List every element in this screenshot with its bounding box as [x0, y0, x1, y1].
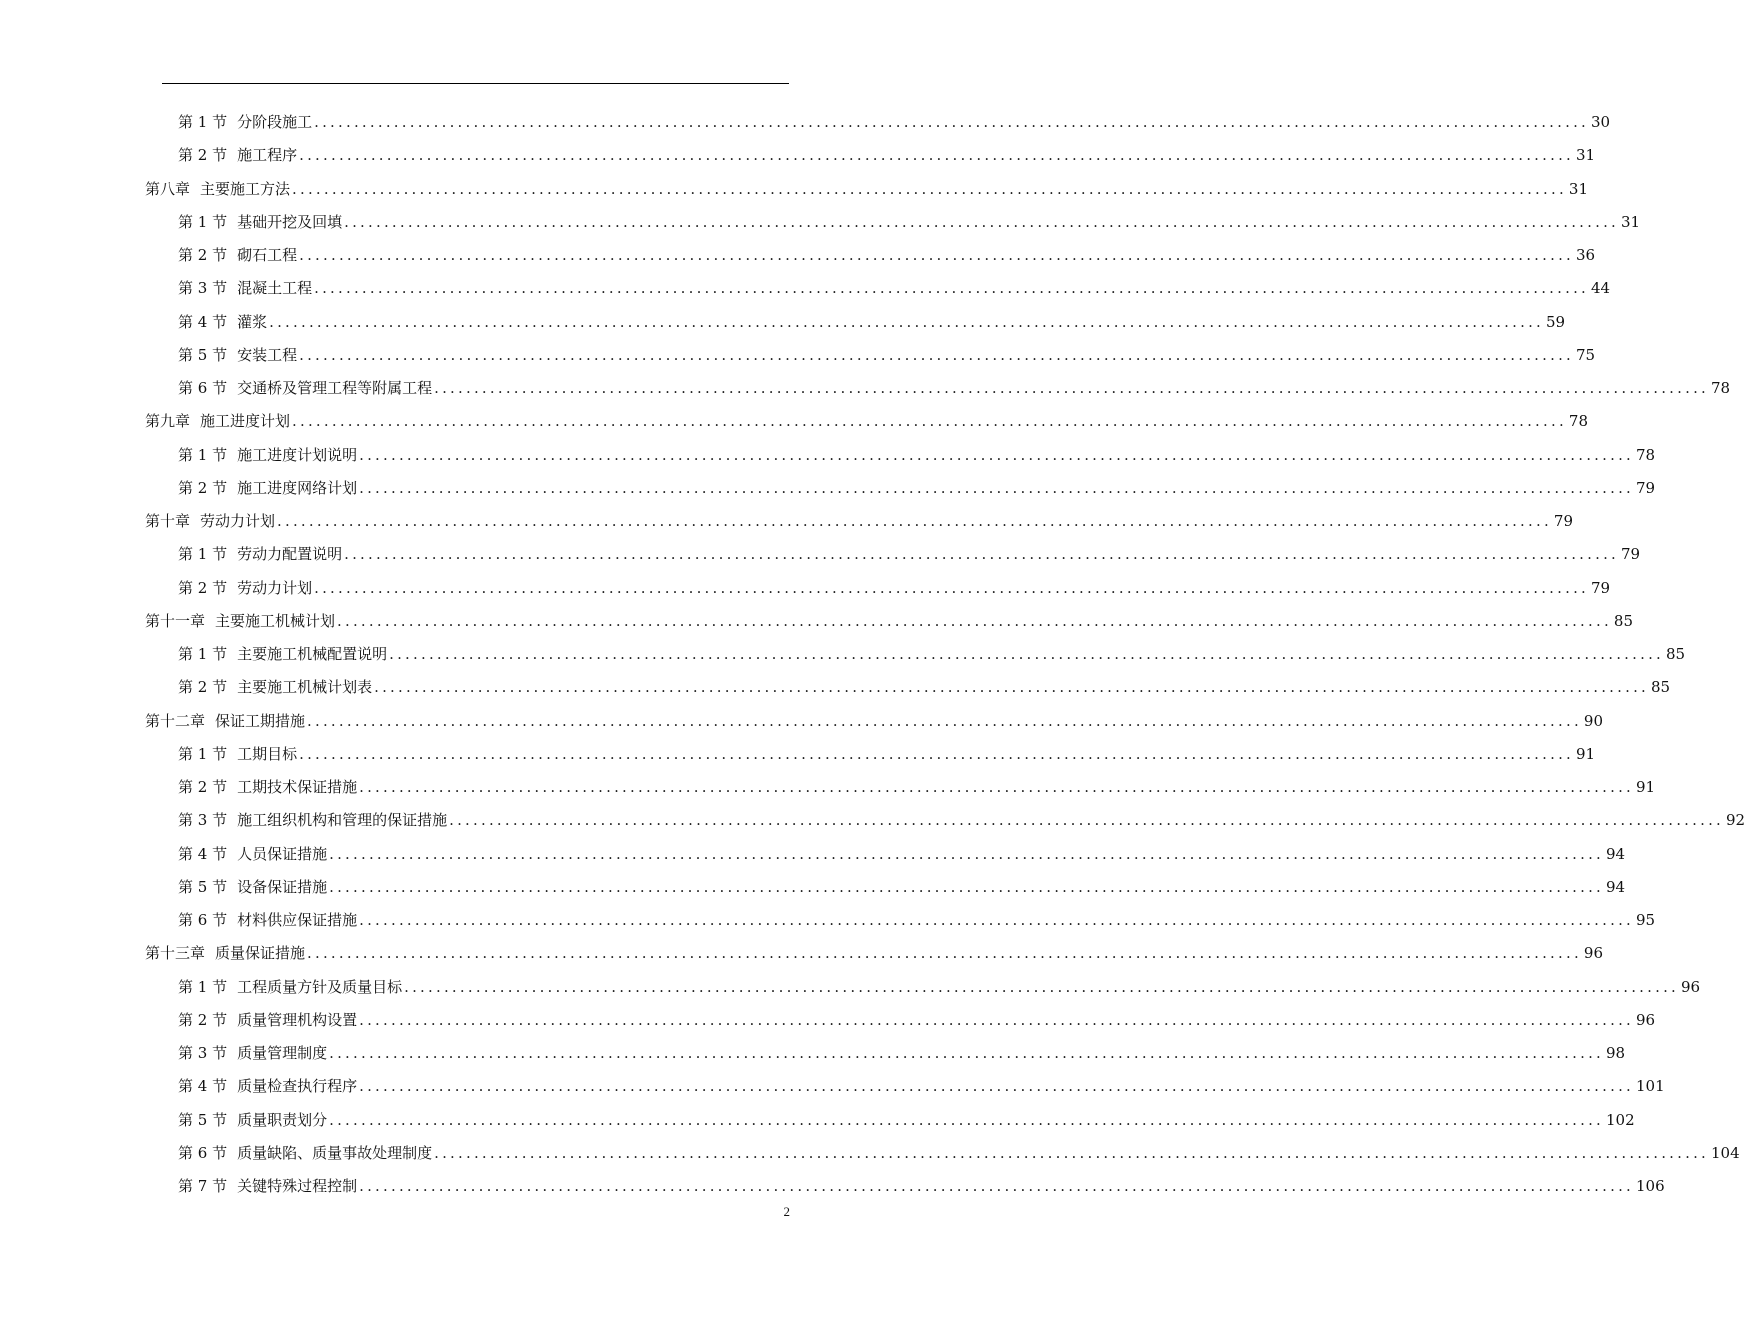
dot-leader: ................................................................................................................................................................ [344, 212, 1619, 231]
dot-leader: ................................................................................................................................................................ [299, 744, 1574, 763]
toc-entry-title: 人员保证措施 [237, 844, 328, 863]
toc-entry-page: 31 [1576, 146, 1596, 165]
toc-entry-label [178, 1169, 357, 1203]
toc-entry-number: 第八章 [145, 179, 191, 198]
toc-entry-page: 98 [1606, 1044, 1626, 1062]
toc-chapter-entry[interactable] [145, 172, 1589, 206]
toc-entry-label [178, 305, 267, 339]
toc-entry-page: 94 [1606, 877, 1626, 896]
toc-entry-title: 分阶段施工 [237, 113, 313, 131]
toc-entry-label [178, 1036, 327, 1070]
dot-leader: ................................................................................................................................................................ [449, 811, 1724, 830]
toc-section-entry[interactable] [178, 1169, 1665, 1203]
toc-entry-title: 质量缺陷、质量事故处理制度 [237, 1143, 433, 1162]
toc-entry-number: 第 1 节 [178, 744, 228, 763]
toc-entry-label [178, 737, 297, 771]
toc-entry-title: 安装工程 [237, 345, 298, 364]
toc-entry-number: 第 1 节 [178, 645, 228, 663]
toc-entry-number: 第 5 节 [178, 345, 228, 364]
toc-entry-title: 质量职责划分 [237, 1110, 328, 1129]
toc-section-entry[interactable] [178, 903, 1656, 937]
toc-entry-number: 第 6 节 [178, 379, 228, 397]
toc-entry-title: 施工进度网络计划 [237, 478, 358, 497]
toc-entry-page: 95 [1636, 911, 1656, 929]
toc-section-entry[interactable] [178, 1036, 1626, 1070]
toc-entry-number: 第 4 节 [178, 312, 228, 331]
toc-entry-number: 第 2 节 [178, 478, 228, 497]
dot-leader: ................................................................................................................................................................ [404, 977, 1679, 996]
toc-entry-page: 78 [1711, 379, 1731, 397]
toc-entry-label [178, 238, 297, 272]
toc-entry-page: 85 [1666, 645, 1686, 663]
toc-section-entry[interactable] [178, 305, 1566, 339]
toc-section-entry[interactable] [178, 770, 1656, 804]
dot-leader: ................................................................................................................................................................ [374, 678, 1649, 697]
page-number: 2 [783, 1204, 790, 1219]
dot-leader: ................................................................................................................................................................ [329, 1044, 1604, 1062]
toc-entry-label [178, 837, 327, 871]
toc-entry-label [178, 271, 312, 305]
toc-entry-title: 主要施工机械计划表 [237, 678, 373, 697]
header-rule [162, 83, 789, 84]
toc-chapter-entry[interactable] [145, 704, 1604, 738]
toc-section-entry[interactable] [178, 1136, 1740, 1170]
toc-entry-number: 第 3 节 [178, 811, 228, 830]
toc-entry-number: 第 4 节 [178, 844, 228, 863]
toc-entry-number: 第 2 节 [178, 678, 228, 697]
toc-entry-title: 施工进度计划说明 [237, 445, 358, 464]
toc-entry-page: 85 [1613, 611, 1634, 630]
toc-entry-label [145, 936, 305, 970]
dot-leader: ................................................................................................................................................................ [292, 179, 1567, 198]
toc-entry-label [145, 704, 305, 738]
toc-entry-title: 砌石工程 [237, 246, 298, 264]
dot-leader: ................................................................................................................................................................ [337, 611, 1612, 630]
toc-entry-title: 施工进度计划 [200, 412, 291, 431]
toc-entry-title: 施工组织机构和管理的保证措施 [237, 811, 448, 830]
dot-leader: ................................................................................................................................................................ [359, 778, 1634, 796]
dot-leader: ................................................................................................................................................................ [359, 445, 1634, 464]
toc-entry-page: 75 [1576, 345, 1596, 364]
toc-entry-page: 78 [1568, 412, 1589, 431]
toc-entry-number: 第 1 节 [178, 212, 228, 231]
toc-entry-label [178, 138, 297, 172]
dot-leader: ................................................................................................................................................................ [269, 312, 1544, 331]
toc-entry-page: 79 [1553, 512, 1574, 530]
toc-entry-page: 79 [1636, 478, 1656, 497]
dot-leader: ................................................................................................................................................................ [359, 478, 1634, 497]
toc-entry-label [178, 438, 357, 472]
toc-entry-page: 104 [1711, 1143, 1740, 1162]
toc-entry-label [178, 1003, 357, 1037]
dot-leader: ................................................................................................................................................................ [299, 345, 1574, 364]
toc-entry-title: 质量管理机构设置 [237, 1010, 358, 1029]
toc-entry-page: 96 [1636, 1010, 1656, 1029]
toc-entry-page: 30 [1591, 113, 1611, 131]
toc-section-entry[interactable] [178, 205, 1641, 239]
toc-entry-title: 基础开挖及回填 [237, 212, 343, 231]
toc-section-entry[interactable] [178, 737, 1596, 771]
toc-section-entry[interactable] [178, 970, 1701, 1004]
toc-section-entry[interactable] [178, 438, 1656, 472]
toc-entry-title: 主要施工方法 [200, 179, 291, 198]
toc-entry-title: 工程质量方针及质量目标 [237, 977, 403, 996]
toc-entry-label [145, 504, 275, 538]
toc-entry-title: 设备保证措施 [237, 877, 328, 896]
toc-entry-page: 31 [1621, 212, 1641, 231]
dot-leader: ................................................................................................................................................................ [307, 944, 1582, 963]
toc-chapter-entry[interactable] [145, 404, 1589, 438]
toc-entry-number: 第 1 节 [178, 977, 228, 996]
toc-entry-number: 第十三章 [145, 944, 206, 963]
toc-entry-title: 交通桥及管理工程等附属工程 [237, 379, 433, 397]
dot-leader: ................................................................................................................................................................ [314, 578, 1589, 597]
toc-entry-number: 第 2 节 [178, 1010, 228, 1029]
toc-entry-page: 102 [1606, 1110, 1635, 1129]
toc-section-entry[interactable] [178, 571, 1611, 605]
toc-entry-number: 第 7 节 [178, 1177, 228, 1195]
toc-entry-title: 主要施工机械配置说明 [237, 645, 388, 663]
dot-leader: ................................................................................................................................................................ [314, 113, 1589, 131]
toc-section-entry[interactable] [178, 238, 1596, 272]
toc-entry-label [178, 803, 447, 837]
toc-entry-label [178, 105, 312, 139]
toc-entry-label [145, 404, 290, 438]
toc-section-entry[interactable] [178, 637, 1686, 671]
toc-entry-label [145, 172, 290, 206]
toc-entry-number: 第 4 节 [178, 1077, 228, 1096]
dot-leader: ................................................................................................................................................................ [344, 545, 1619, 564]
toc-entry-label [178, 537, 342, 571]
toc-chapter-entry[interactable] [145, 604, 1634, 638]
toc-entry-page: 59 [1546, 312, 1566, 331]
toc-entry-page: 36 [1576, 246, 1596, 264]
toc-entry-number: 第 3 节 [178, 279, 228, 298]
toc-entry-number: 第 6 节 [178, 911, 228, 929]
toc-entry-page: 78 [1636, 445, 1656, 464]
toc-entry-page: 91 [1636, 778, 1656, 796]
toc-section-entry[interactable] [178, 138, 1596, 172]
toc-entry-number: 第十章 [145, 512, 191, 530]
toc-entry-page: 31 [1568, 179, 1589, 198]
toc-entry-label [178, 205, 342, 239]
toc-chapter-entry[interactable] [145, 936, 1604, 970]
toc-entry-page: 92 [1726, 811, 1745, 830]
toc-section-entry[interactable] [178, 870, 1626, 904]
toc-entry-title: 灌浆 [237, 312, 268, 331]
toc-entry-label [178, 637, 387, 671]
toc-entry-label [178, 571, 312, 605]
toc-entry-page: 101 [1636, 1077, 1665, 1096]
toc-entry-number: 第 5 节 [178, 877, 228, 896]
toc-entry-label [178, 371, 432, 405]
toc-entry-title: 材料供应保证措施 [237, 911, 358, 929]
toc-entry-page: 85 [1651, 678, 1671, 697]
toc-entry-title: 工期技术保证措施 [237, 778, 358, 796]
toc-entry-page: 90 [1583, 711, 1604, 730]
dot-leader: ................................................................................................................................................................ [299, 146, 1574, 165]
toc-entry-number: 第 5 节 [178, 1110, 228, 1129]
toc-entry-page: 79 [1621, 545, 1641, 564]
dot-leader: ................................................................................................................................................................ [434, 379, 1709, 397]
toc-entry-label [178, 670, 372, 704]
toc-section-entry[interactable] [178, 837, 1626, 871]
toc-entry-label [178, 770, 357, 804]
dot-leader: ................................................................................................................................................................ [307, 711, 1582, 730]
dot-leader: ................................................................................................................................................................ [389, 645, 1664, 663]
toc-entry-label [145, 604, 335, 638]
toc-entry-number: 第 2 节 [178, 146, 228, 165]
dot-leader: ................................................................................................................................................................ [329, 844, 1604, 863]
dot-leader: ................................................................................................................................................................ [359, 1177, 1634, 1195]
toc-entry-number: 第九章 [145, 412, 191, 431]
toc-entry-number: 第 2 节 [178, 246, 228, 264]
toc-section-entry[interactable] [178, 803, 1745, 837]
toc-entry-number: 第 3 节 [178, 1044, 228, 1062]
dot-leader: ................................................................................................................................................................ [277, 512, 1552, 530]
toc-entry-label [178, 970, 402, 1004]
toc-entry-title: 劳动力配置说明 [237, 545, 343, 564]
toc-entry-label [178, 1069, 357, 1103]
toc-entry-title: 关键特殊过程控制 [237, 1177, 358, 1195]
toc-section-entry[interactable] [178, 1069, 1665, 1103]
toc-entry-title: 质量保证措施 [215, 944, 306, 963]
toc-entry-title: 主要施工机械计划 [215, 611, 336, 630]
toc-entry-number: 第 1 节 [178, 545, 228, 564]
toc-entry-title: 工期目标 [237, 744, 298, 763]
toc-entry-label [178, 471, 357, 505]
toc-section-entry[interactable] [178, 271, 1611, 305]
toc-entry-title: 质量管理制度 [237, 1044, 328, 1062]
toc-chapter-entry[interactable] [145, 504, 1574, 538]
dot-leader: ................................................................................................................................................................ [434, 1143, 1709, 1162]
toc-section-entry[interactable] [178, 105, 1611, 139]
toc-entry-number: 第十二章 [145, 711, 206, 730]
toc-entry-number: 第 1 节 [178, 445, 228, 464]
toc-entry-page: 106 [1636, 1177, 1665, 1195]
toc-entry-label [178, 338, 297, 372]
toc-entry-label [178, 1103, 327, 1137]
toc-entry-label [178, 870, 327, 904]
toc-entry-page: 96 [1681, 977, 1701, 996]
toc-entry-page: 96 [1583, 944, 1604, 963]
toc-entry-title: 质量检查执行程序 [237, 1077, 358, 1096]
toc-entry-number: 第 1 节 [178, 113, 228, 131]
toc-entry-number: 第十一章 [145, 611, 206, 630]
dot-leader: ................................................................................................................................................................ [359, 1077, 1634, 1096]
toc-entry-label [178, 1136, 432, 1170]
toc-entry-number: 第 6 节 [178, 1143, 228, 1162]
dot-leader: ................................................................................................................................................................ [329, 877, 1604, 896]
toc-section-entry[interactable] [178, 1103, 1635, 1137]
toc-entry-page: 91 [1576, 744, 1596, 763]
toc-entry-title: 劳动力计划 [237, 578, 313, 597]
toc-entry-label [178, 903, 357, 937]
toc-section-entry[interactable] [178, 1003, 1656, 1037]
dot-leader: ................................................................................................................................................................ [314, 279, 1589, 298]
toc-section-entry[interactable] [178, 471, 1656, 505]
toc-entry-page: 94 [1606, 844, 1626, 863]
toc-section-entry[interactable] [178, 537, 1641, 571]
dot-leader: ................................................................................................................................................................ [359, 1010, 1634, 1029]
toc-entry-title: 施工程序 [237, 146, 298, 165]
toc-entry-title: 劳动力计划 [200, 512, 276, 530]
toc-entry-number: 第 2 节 [178, 578, 228, 597]
toc-entry-number: 第 2 节 [178, 778, 228, 796]
toc-entry-title: 混凝土工程 [237, 279, 313, 298]
toc-section-entry[interactable] [178, 371, 1731, 405]
dot-leader: ................................................................................................................................................................ [299, 246, 1574, 264]
dot-leader: ................................................................................................................................................................ [329, 1110, 1604, 1129]
dot-leader: ................................................................................................................................................................ [359, 911, 1634, 929]
toc-entry-title: 保证工期措施 [215, 711, 306, 730]
toc-entry-page: 79 [1591, 578, 1611, 597]
toc-section-entry[interactable] [178, 338, 1596, 372]
toc-section-entry[interactable] [178, 670, 1671, 704]
dot-leader: ................................................................................................................................................................ [292, 412, 1567, 431]
toc-entry-page: 44 [1591, 279, 1611, 298]
